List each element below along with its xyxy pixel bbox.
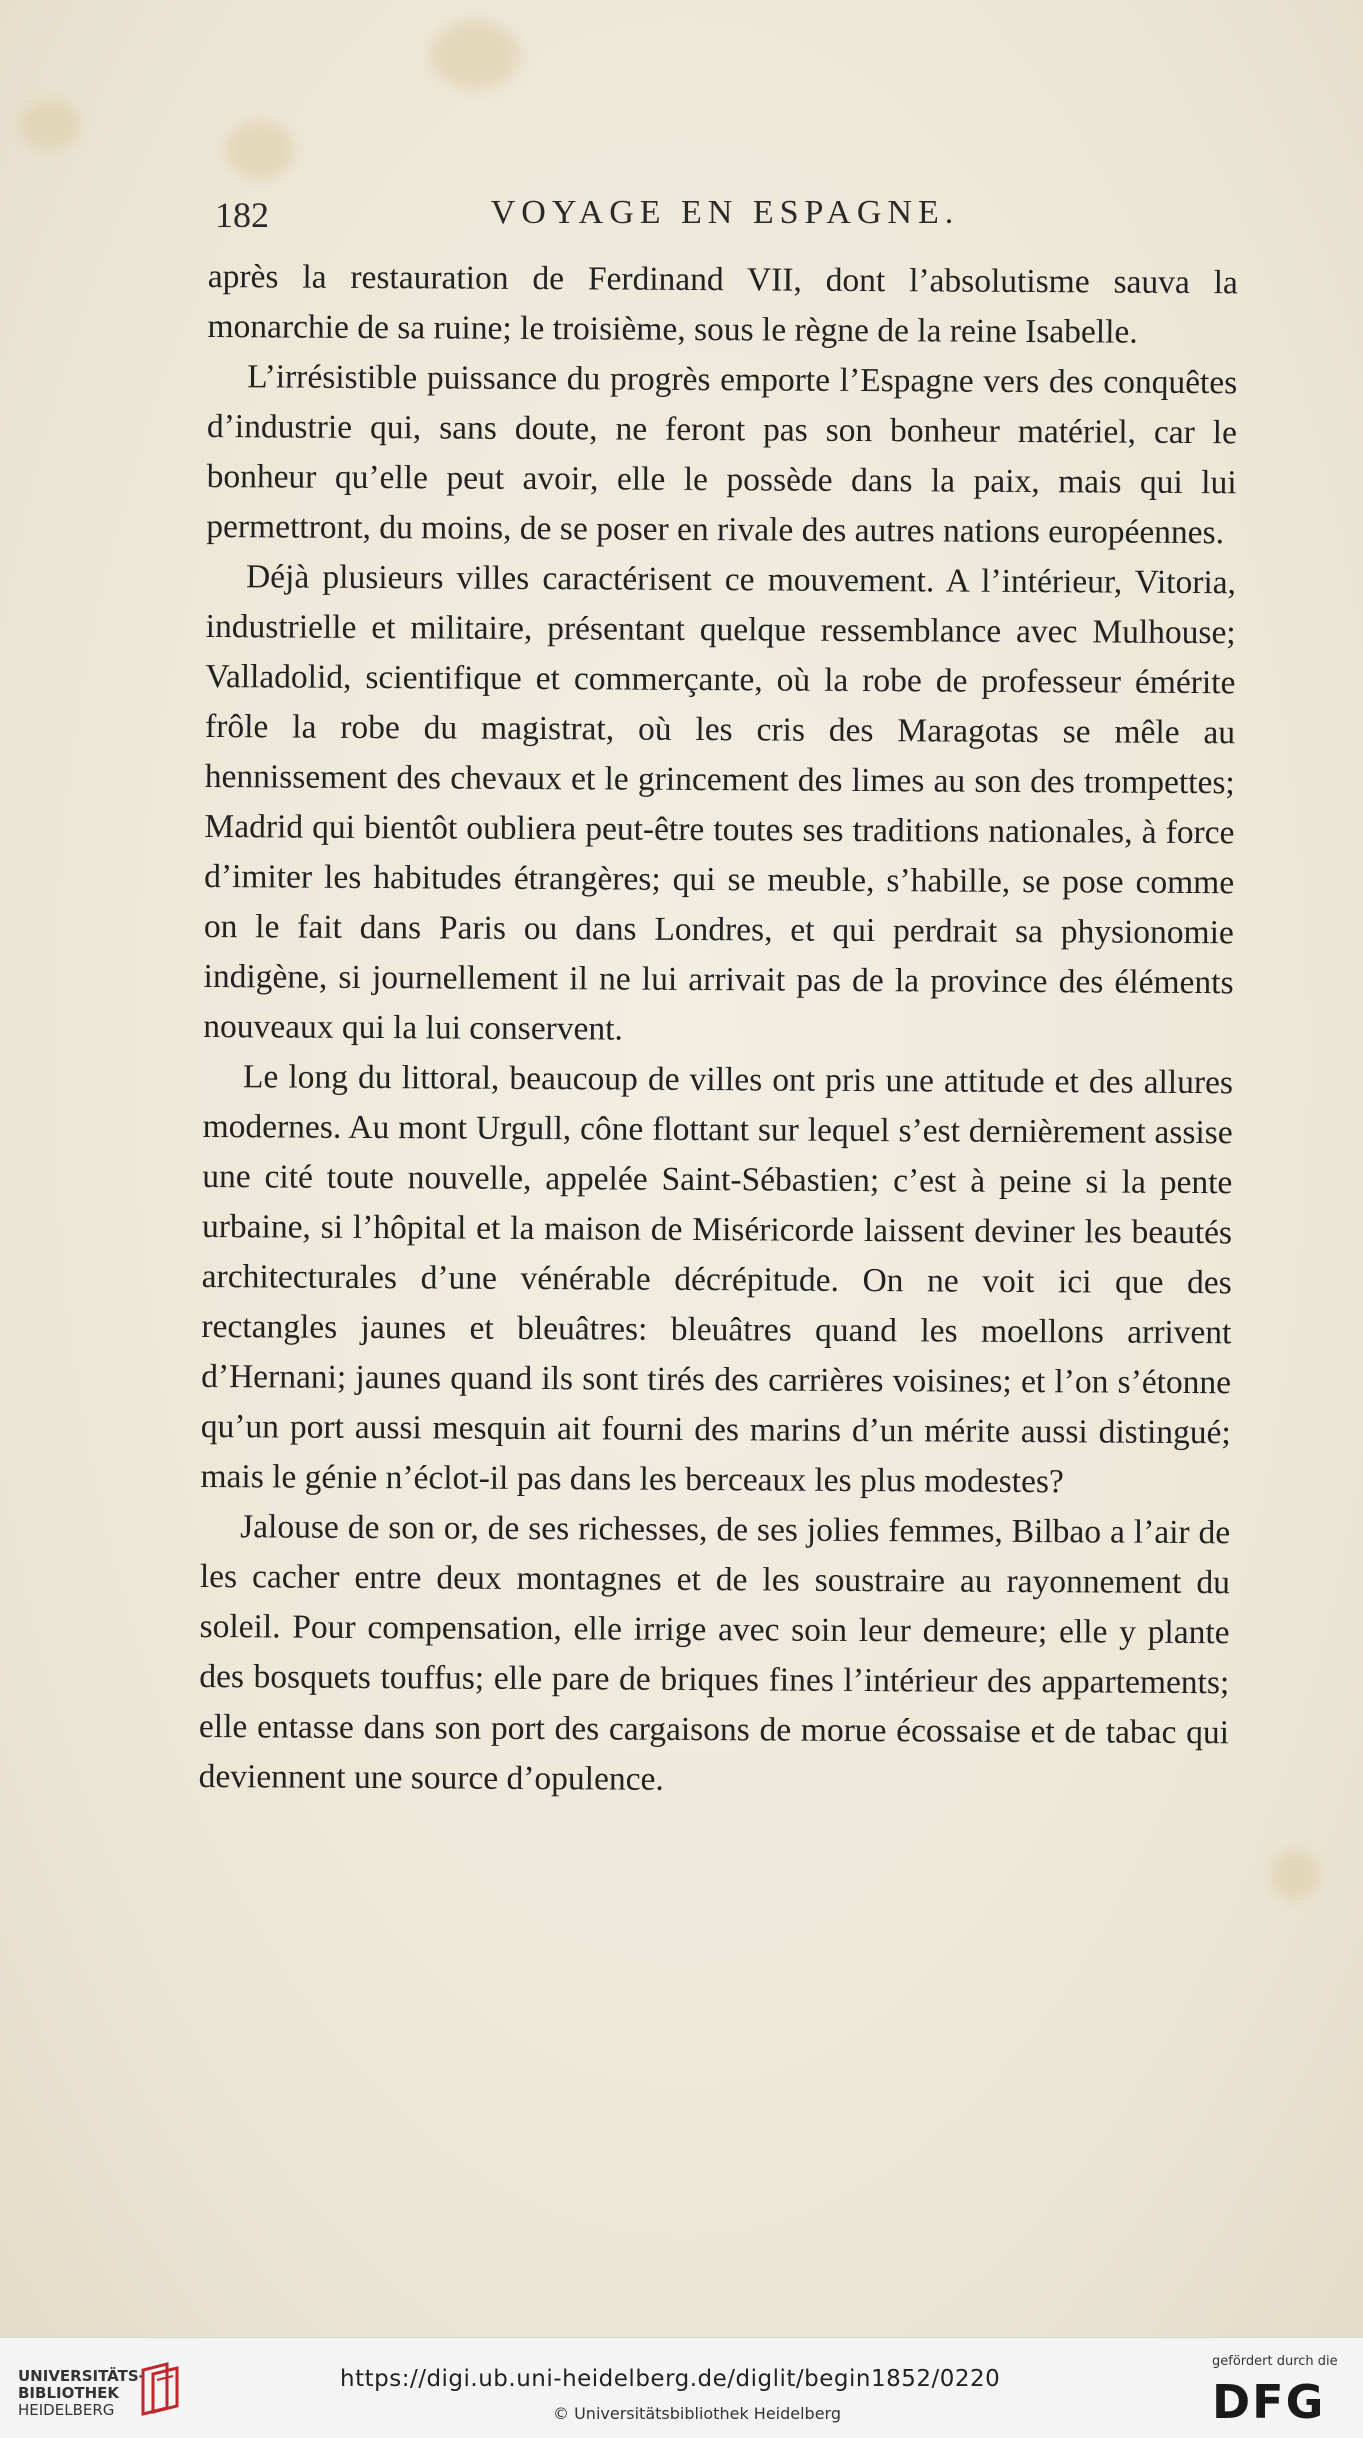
paragraph: Jalouse de son or, de ses richesses, de ses jolies femmes, Bilbao a l’air de les cacher entre deux montagnes et de les soustraire au rayonnement du soleil. Pour compensation, elle irrige avec soin leur demeure; elle y plante des bosquets touffus; elle pare de briques fines l’intérieur des appartements; elle entasse dans son port des cargaisons de morue écossaise et de tabac qui deviennent une source d’opulence. (198, 1508, 1231, 1798)
body-text (199, 252, 1238, 1808)
running-title: VOYAGE EN ESPAGNE. (490, 194, 960, 231)
dfg-logo-text: DFG (1212, 2376, 1326, 2424)
library-name-line: UNIVERSITÄTS- (18, 2367, 145, 2385)
paper-stain (225, 120, 295, 180)
library-name-line: BIBLIOTHEK (18, 2384, 119, 2402)
page-header (215, 194, 1235, 244)
page-number: 182 (215, 195, 269, 235)
library-emblem-icon (137, 2360, 185, 2420)
paragraph: Le long du littoral, beaucoup de villes ont pris une attitude et des allures modernes. Au mont Urgull, cône flottant sur lequel s’est dernièrement assise une cité toute nouvelle, appelée Saint-Sébastien; c’est à peine si la pente urbaine, si l’hôpital et la maison de Miséricorde laissent deviner les beautés architecturales d’une vénérable décrépitude. On ne voit ici que des rectangles jaunes et bleuâtres: bleuâtres quand les moellons arrivent d’Hernani; jaunes quand ils sont tirés des carrières voisines; et l’on s’étonne qu’un port aussi mesquin ait fourni des marins d’un mérite aussi distingué; mais le génie n’éclot-il pas dans les berceaux les plus modestes? (200, 1058, 1234, 1501)
library-logo[interactable] (18, 2367, 145, 2419)
copyright-notice: © Universitätsbibliothek Heidelberg (553, 2404, 842, 2423)
dfg-logo-icon[interactable] (1212, 2376, 1342, 2424)
paragraph: L’irrésistible puissance du progrès emporte l’Espagne vers des conquêtes d’industrie qui, sans doute, ne feront pas son bonheur matériel, car le bonheur qu’elle peut avoir, elle le possède dans la paix, mais qui lui permettront, du moins, de se poser en rivale des autres nations européennes. (206, 358, 1238, 552)
paragraph: après la restauration de Ferdinand VII, dont l’absolutisme sauva la monarchie de sa ruine; le troisième, sous le règne de la reine Isabelle. (207, 257, 1238, 351)
viewer-footer (0, 2337, 1363, 2438)
funding-label: gefördert durch die (1212, 2354, 1338, 2369)
permalink[interactable]: https://digi.ub.uni-heidelberg.de/diglit/begin1852/0220 (340, 2366, 1001, 2392)
paragraph: Déjà plusieurs villes caractérisent ce mouvement. A l’intérieur, Vitoria, industrielle et militaire, présentant quelque ressemblance avec Mulhouse; Valladolid, scientifique et commerçante, où la robe de professeur émérite frôle la robe du magistrat, où les cris des Maragotas se mêle au hennissement des chevaux et le grincement des limes au son des trompettes; Madrid qui bientôt oubliera peut-être toutes ses traditions nationales, à force d’imiter les habitudes étrangères; qui se meuble, s’habille, se pose comme on le fait dans Paris ou dans Londres, et qui perdrait sa physionomie indigène, si journellement il ne lui arrivait pas de la province des éléments nouveaux qui la lui conservent. (203, 558, 1237, 1048)
paper-stain (20, 100, 80, 150)
library-name-line: HEIDELBERG (18, 2401, 115, 2419)
paper-stain (430, 20, 520, 90)
paper-stain (1270, 1850, 1320, 1900)
